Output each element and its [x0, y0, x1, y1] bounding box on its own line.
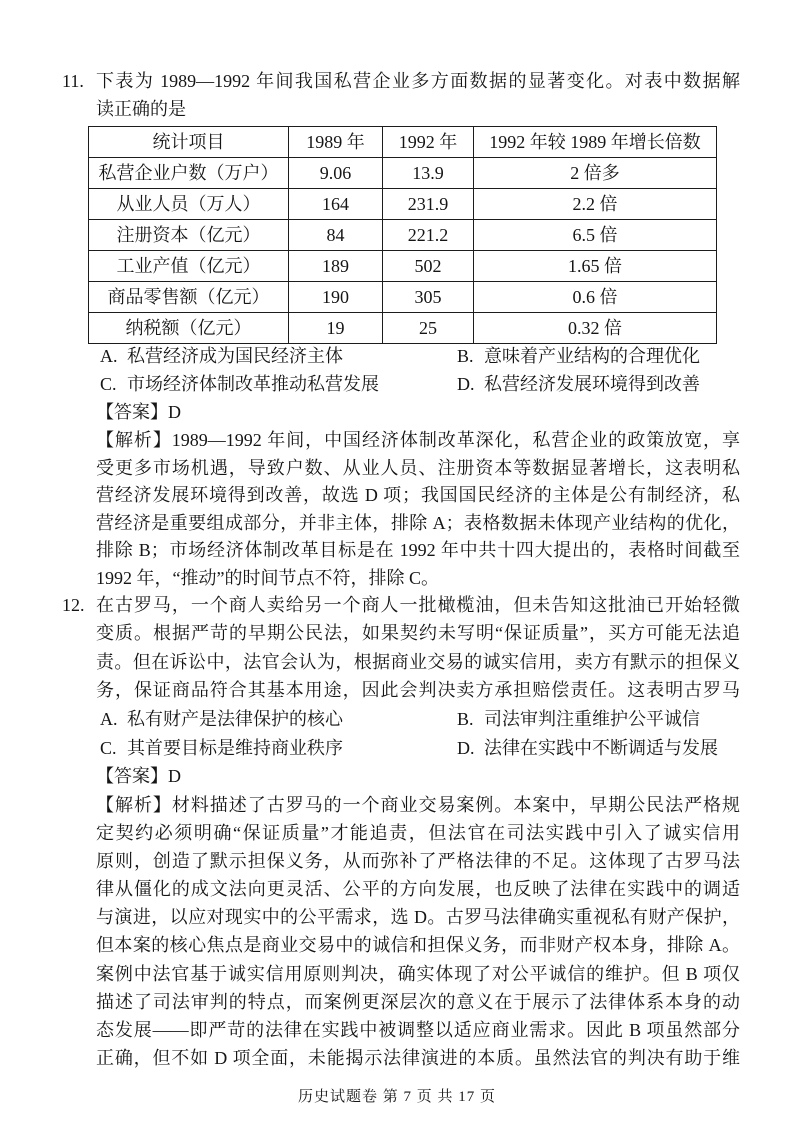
option-letter: C. [100, 737, 117, 758]
stem-line: 在古罗马，一个商人卖给另一个商人一批橄榄油，但未告知这批油已开始轻微 [96, 595, 740, 615]
analysis-line: 但本案的核心焦点是商业交易中的诚信和担保义务，而非财产权本身，排除 A。 [96, 935, 740, 956]
option-text: 私营经济发展环境得到改善 [484, 374, 700, 395]
table-cell: 商品零售额（亿元） [89, 282, 289, 313]
option-text: 私营经济成为国民经济主体 [127, 346, 343, 366]
options-row [100, 370, 740, 398]
options-row [100, 705, 740, 734]
stem-line: 下表为 1989—1992 年间我国私营企业多方面数据的显著变化。对表中数据解 [96, 71, 740, 91]
option-text: 司法审判注重维护公平诚信 [484, 709, 700, 729]
analysis-line: 定契约必须明确“保证质量”才能追责，但法官在司法实践中引入了诚实信用 [96, 823, 740, 844]
analysis-line: 营经济是重要组成部分，并非主体，排除 A；表格数据未体现产业结构的优化， [96, 512, 740, 533]
table-cell: 6.5 倍 [474, 220, 717, 251]
option-text: 法律在实践中不断调适与发展 [484, 737, 718, 758]
analysis-line [96, 791, 740, 819]
table-row [89, 282, 717, 313]
stem-line: 务，保证商品符合其基本用途，因此会判决卖方承担赔偿责任。这表明古罗马 [96, 679, 740, 700]
option-letter: C. [100, 374, 117, 395]
option-letter: A. [100, 709, 118, 729]
option-letter: D. [457, 737, 475, 758]
analysis-line: 案例中法官基于诚实信用原则判决，确实体现了对公平诚信的维护。但 B 项仅 [96, 963, 740, 984]
option-text: 市场经济体制改革推动私营发展 [127, 374, 379, 395]
options [100, 342, 740, 398]
table-header-cell: 1989 年 [289, 127, 383, 158]
option-c [100, 370, 457, 398]
table-cell: 19 [289, 313, 383, 344]
answer [96, 762, 740, 790]
table-cell: 1.65 倍 [474, 251, 717, 282]
question-stem [96, 67, 740, 124]
analysis-text: 材料描述了古罗马的一个商业交易案例。本案中，早期公民法严格规 [171, 795, 741, 815]
table-cell: 13.9 [383, 158, 474, 189]
question-number: 11. [62, 71, 84, 91]
option-a [100, 705, 457, 734]
option-letter: B. [457, 346, 474, 366]
table-header-cell: 统计项目 [89, 127, 289, 158]
table-cell: 231.9 [383, 189, 474, 220]
table-cell: 189 [289, 251, 383, 282]
table-cell: 164 [289, 189, 383, 220]
answer-value: D [168, 402, 181, 422]
option-b [457, 705, 700, 734]
analysis-line: 态发展——即严苛的法律在实践中被调整以适应商业需求。因此 B 项虽然部分 [96, 1019, 740, 1040]
option-b [457, 342, 700, 370]
options [100, 705, 740, 762]
answer-line [96, 762, 740, 790]
answer-value: D [168, 766, 181, 786]
option-letter: A. [100, 346, 118, 366]
analysis-line: 排除 B；市场经济体制改革目标是在 1992 年中共十四大提出的，表格时间截至 [96, 540, 740, 560]
answer-line [96, 398, 740, 426]
table-cell: 502 [383, 251, 474, 282]
table-cell: 0.6 倍 [474, 282, 717, 313]
option-letter: D. [457, 374, 475, 395]
option-text: 其首要目标是维持商业秩序 [127, 737, 343, 758]
table-cell: 纳税额（亿元） [89, 313, 289, 344]
table-row [89, 158, 717, 189]
table-row [89, 313, 717, 344]
option-a [100, 342, 457, 370]
table-cell: 0.32 倍 [474, 313, 717, 344]
table-cell: 25 [383, 313, 474, 344]
stem-line: 变质。根据严苛的早期公民法，如果契约未写明“保证质量”，买方可能无法追 [96, 623, 740, 644]
analysis [96, 791, 740, 1072]
table-row [89, 220, 717, 251]
analysis-line: 原则，创造了默示担保义务，从而弥补了严格法律的不足。这体现了古罗马法 [96, 851, 740, 872]
options-row [100, 342, 740, 370]
table-header-cell: 1992 年 [383, 127, 474, 158]
table-cell: 2 倍多 [474, 158, 717, 189]
analysis-line [96, 427, 740, 455]
answer [96, 398, 740, 426]
question-number: 12. [62, 595, 85, 615]
analysis-line: 正确，但不如 D 项全面，未能揭示法律演进的本质。虽然法官的判决有助于维 [96, 1047, 740, 1068]
table-cell: 84 [289, 220, 383, 251]
analysis-text: 1989—1992 年间，中国经济体制改革深化，私营企业的政策放宽，享 [171, 430, 741, 450]
option-letter: B. [457, 709, 474, 729]
table-cell: 私营企业户数（万户） [89, 158, 289, 189]
analysis-line: 营经济发展环境得到改善，故选 D 项；我国国民经济的主体是公有制经济，私 [96, 485, 740, 505]
analysis-label: 【解析】 [96, 430, 172, 450]
table-cell: 注册资本（亿元） [89, 220, 289, 251]
table-row [89, 251, 717, 282]
option-d [457, 734, 718, 763]
answer-label: 【答案】 [96, 402, 168, 422]
table-cell: 2.2 倍 [474, 189, 717, 220]
option-text: 私有财产是法律保护的核心 [127, 709, 343, 729]
answer-label: 【答案】 [96, 766, 168, 786]
analysis-line: 1992 年，“推动”的时间节点不符，排除 C。 [96, 567, 439, 588]
data-table [88, 126, 717, 344]
question-stem [96, 591, 740, 704]
option-text: 意味着产业结构的合理优化 [484, 346, 700, 366]
table-cell: 9.06 [289, 158, 383, 189]
stem-line: 读正确的是 [96, 99, 186, 120]
analysis-line: 律从僵化的成文法向更灵活、公平的方向发展，也反映了法律在实践中的调适 [96, 879, 740, 900]
table-cell: 190 [289, 282, 383, 313]
table-row [89, 189, 717, 220]
option-c [100, 734, 457, 763]
table-header-cell: 1992 年较 1989 年增长倍数 [474, 127, 717, 158]
analysis-label: 【解析】 [96, 795, 172, 815]
table-header-row [89, 127, 717, 158]
option-d [457, 370, 700, 398]
table-cell: 从业人员（万人） [89, 189, 289, 220]
table-cell: 305 [383, 282, 474, 313]
stem-line: 责。但在诉讼中，法官会认为，根据商业交易的诚实信用，卖方有默示的担保义 [96, 651, 740, 672]
analysis [96, 427, 740, 592]
analysis-line: 描述了司法审判的特点，而案例更深层次的意义在于展示了法律体系本身的动 [96, 991, 740, 1012]
table-cell: 221.2 [383, 220, 474, 251]
options-row [100, 734, 740, 763]
analysis-line: 受更多市场机遇，导致户数、从业人员、注册资本等数据显著增长，这表明私 [96, 457, 740, 478]
page-footer: 历史试题卷 第 7 页 共 17 页 [297, 1089, 496, 1105]
table-cell: 工业产值（亿元） [89, 251, 289, 282]
analysis-line: 与演进，以应对现实中的公平需求，选 D。古罗马法律确实重视私有财产保护， [96, 907, 740, 928]
